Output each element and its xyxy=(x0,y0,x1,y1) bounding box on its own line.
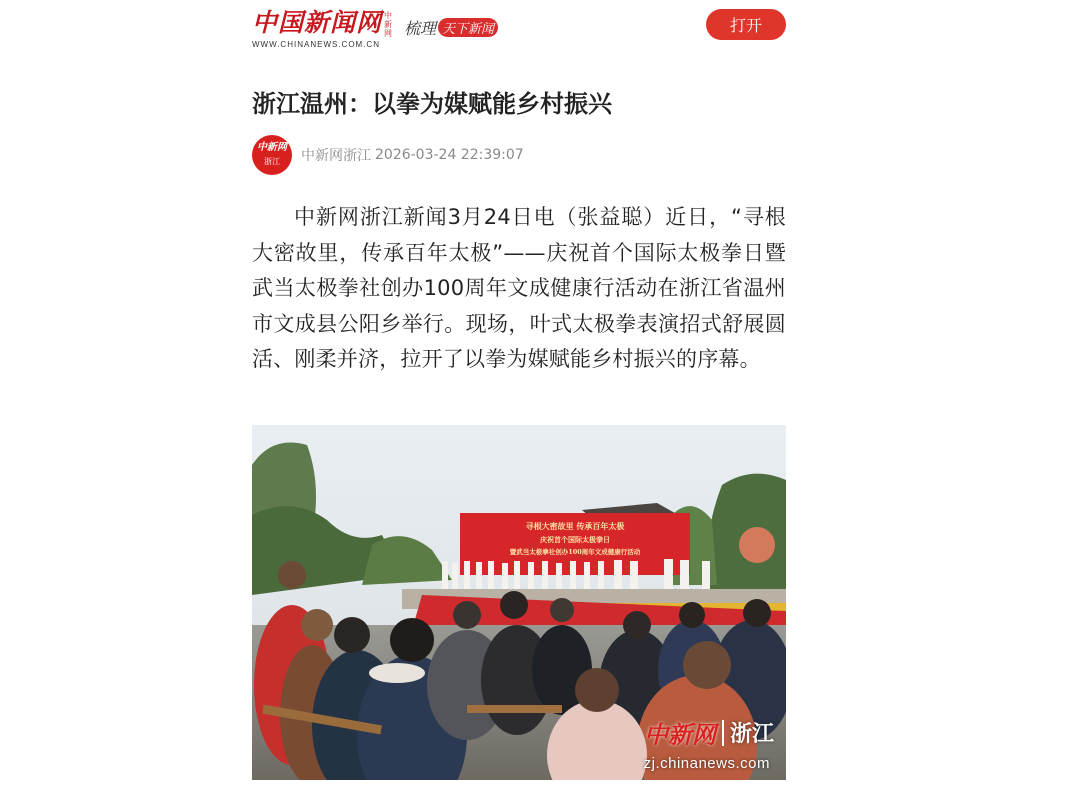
slogan xyxy=(404,16,498,39)
watermark-divider xyxy=(722,720,724,746)
banner-line2: 庆祝首个国际太极拳日 xyxy=(540,535,610,544)
content-column xyxy=(252,0,786,772)
open-app-button[interactable]: 打开 xyxy=(706,9,786,40)
photo-watermark xyxy=(644,715,774,750)
article-title: 浙江温州：以拳为媒赋能乡村振兴 xyxy=(252,90,612,118)
article-datetime: 2026-03-24 22:39:07 xyxy=(375,147,524,163)
article-meta xyxy=(252,135,524,175)
article-photo[interactable] xyxy=(252,425,786,780)
source-avatar[interactable] xyxy=(252,135,292,175)
app-header xyxy=(252,0,786,62)
logo-side-text: 中新网 xyxy=(384,11,393,38)
slogan-part1: 梳理 xyxy=(404,19,437,38)
logo-text: 中国新闻网 xyxy=(252,8,383,37)
watermark-url: zj.chinanews.com xyxy=(643,755,770,772)
banner-line1: 寻根大密故里 传承百年太极 xyxy=(525,521,625,531)
slogan-part2: 天下新闻 xyxy=(438,18,498,37)
logo-url: WWW.CHINANEWS.COM.CN xyxy=(252,40,380,49)
watermark-region: 浙江 xyxy=(729,722,774,747)
avatar-line1: 中新网 xyxy=(257,142,287,153)
chinanews-logo[interactable] xyxy=(252,8,393,49)
banner-line3: 暨武当太极拳社创办100周年文成健康行活动 xyxy=(509,548,641,556)
article-body: 中新网浙江新闻3月24日电（张益聪）近日，“寻根大密故里，传承百年太极”——庆祝首个国际太极拳日暨武当太极拳社创办100周年文成健康行活动在浙江省温州市文成县公阳乡举行。现场，叶式太极拳表演招式舒展圆活、刚柔并济，拉开了以拳为媒赋能乡村振兴的序幕。 xyxy=(252,205,786,371)
article-source[interactable]: 中新网浙江 xyxy=(301,148,371,164)
watermark-brand: 中新网 xyxy=(643,720,716,749)
avatar-line2: 浙江 xyxy=(264,157,280,166)
